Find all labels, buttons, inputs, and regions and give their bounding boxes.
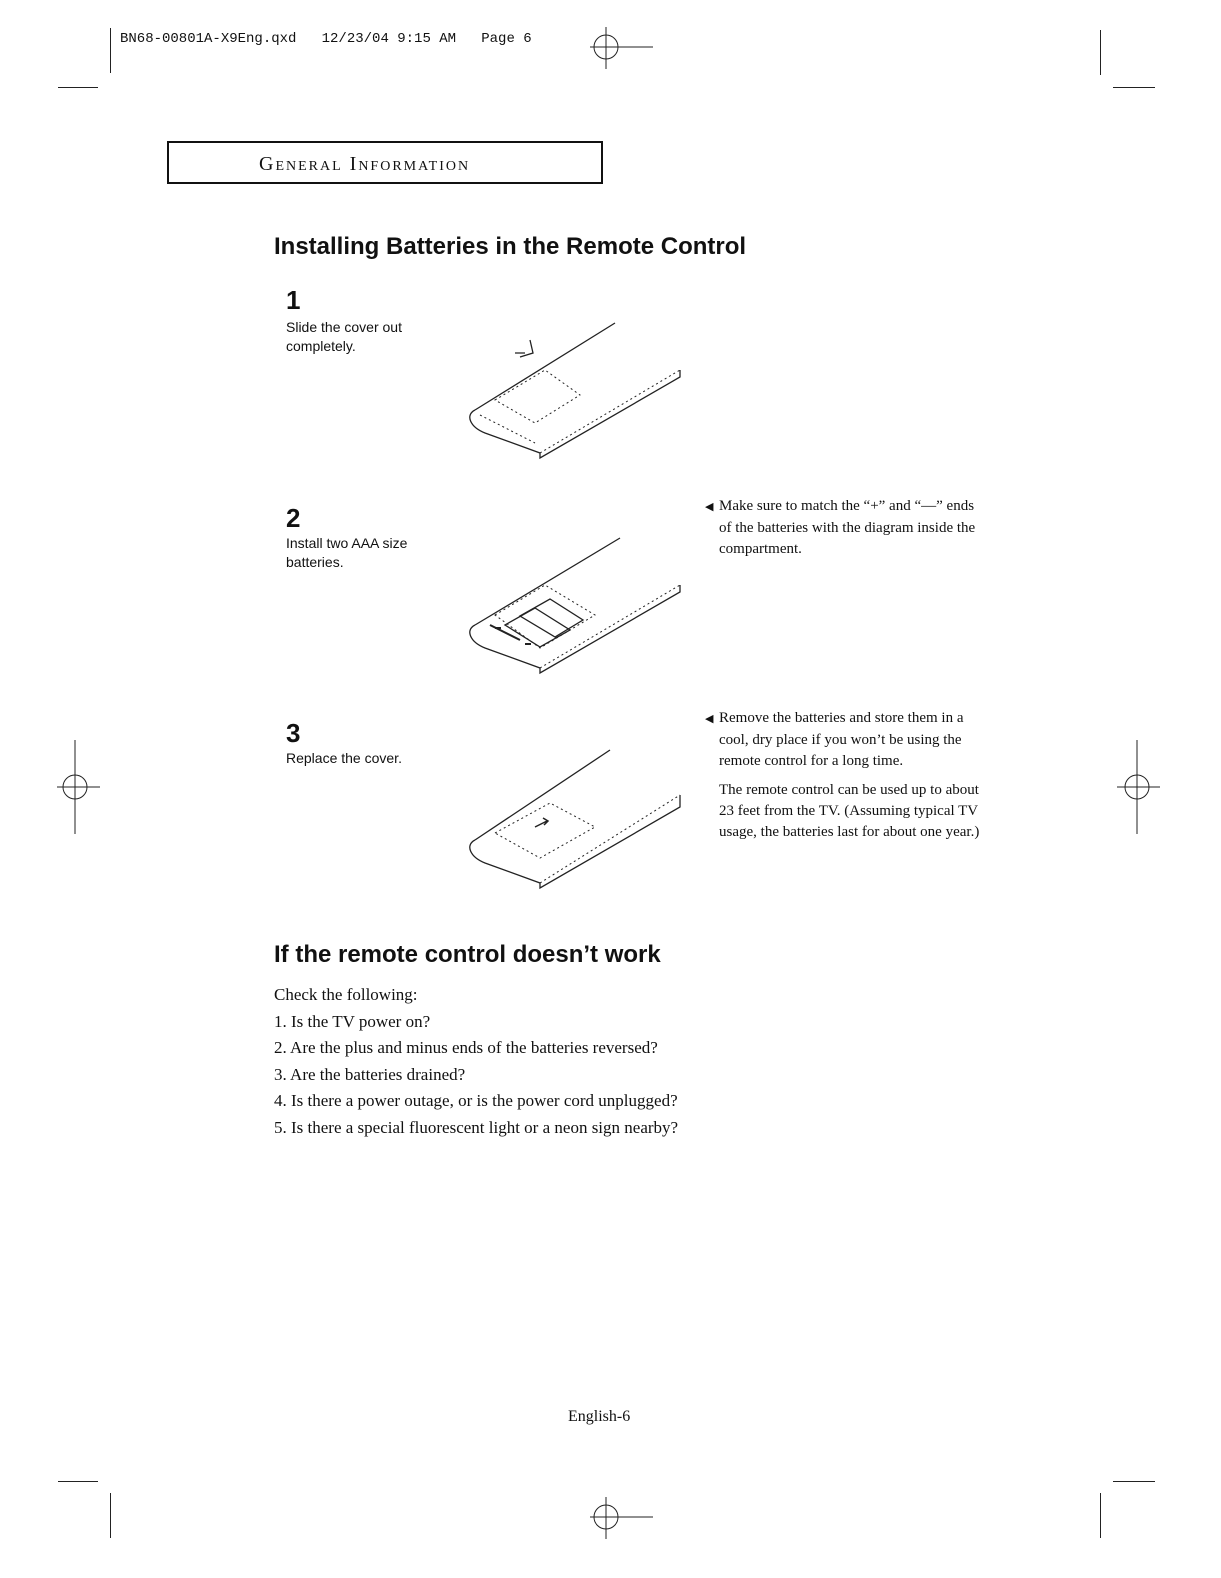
section-title: General Information [259,153,471,175]
crop-mark [1100,1493,1101,1538]
step-text: Replace the cover. [286,750,402,766]
remote-cover-slide-illustration [465,315,690,465]
step-text: Slide the cover out completely. [286,319,402,354]
page-title: Installing Batteries in the Remote Control [274,233,747,260]
step-number: 1 [286,285,301,315]
crop-mark [1113,87,1155,88]
crop-mark [110,28,111,73]
crop-mark [1100,30,1101,75]
note-text: Make sure to match the “+” and “—” ends of the batteries with the diagram inside the compartment. [719,498,976,557]
section-header-box [167,141,603,184]
note-text: The remote control can be used up to about 23 feet from the TV. (Assuming typical TV usage, the batteries last for about one year.) [719,782,980,840]
registration-mark-icon [55,740,105,835]
troubleshoot-intro: Check the following: [274,985,418,1004]
page-number: English-6 [568,1408,631,1425]
list-item: 5. Is there a special fluorescent light or a neon sign nearby? [274,1117,679,1137]
list-item: 1. Is the TV power on? [274,1011,431,1031]
registration-mark-icon [585,1495,655,1540]
step-text: Install two AAA size batteries. [286,535,408,570]
list-item: 3. Are the batteries drained? [274,1064,466,1084]
pointer-arrow-icon: ◀ [705,501,714,513]
step-number: 2 [286,503,301,533]
file-slug: BN68-00801A-X9Eng.qxd 12/23/04 9:15 AM Page 6 [120,31,532,47]
crop-mark [58,1481,98,1482]
registration-mark-icon [585,25,655,70]
pointer-arrow-icon: ◀ [705,713,714,725]
list-item: 4. Is there a power outage, or is the power cord unplugged? [274,1091,678,1110]
list-item: 2. Are the plus and minus ends of the batteries reversed? [274,1038,658,1057]
note-text: Remove the batteries and store them in a cool, dry place if you won’t be using the remote control for a long time. [719,710,964,769]
remote-batteries-illustration [465,530,690,680]
registration-mark-icon [1115,740,1165,835]
remote-replace-cover-illustration [465,745,690,895]
crop-mark [1113,1481,1155,1482]
step-note [705,708,985,851]
crop-mark [110,1493,111,1538]
step-note [705,496,985,568]
crop-mark [58,87,98,88]
step-number: 3 [286,718,301,748]
troubleshoot-title: If the remote control doesn’t work [274,941,661,968]
troubleshoot-list [274,982,678,1141]
